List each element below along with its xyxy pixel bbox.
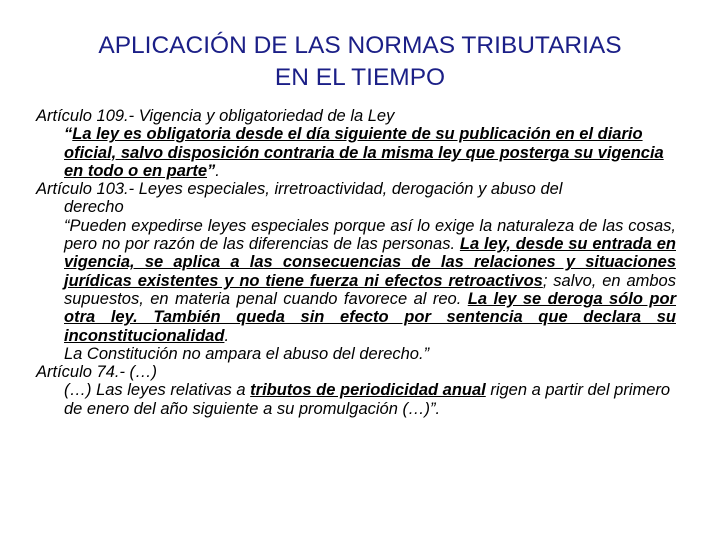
- article-74-text-a: (…) Las leyes relativas a: [64, 381, 251, 400]
- article-109-text: La ley es obligatoria desde el día siguiente de su publicación en el diario oficial, salvo disposición contraria de la misma ley que posterga su vigencia en todo o en parte: [64, 125, 664, 180]
- article-103-text-d: La ley se deroga sólo por otra ley. También queda sin efecto por sentencia que declara su inconstitucionalidad: [64, 289, 676, 345]
- article-74-text-c: rigen a partir del primero de enero del año siguiente a su promulgación (…)”.: [64, 381, 671, 418]
- document-body: [36, 107, 676, 418]
- article-109-quote: [36, 125, 676, 180]
- article-103-heading-cont: derecho: [64, 198, 124, 217]
- article-74-heading: Artículo 74.- (…): [36, 363, 158, 382]
- quote-open-mark: “: [64, 125, 73, 144]
- quote-close-mark: ”: [207, 161, 216, 180]
- article-74-text: [36, 381, 676, 418]
- article-109-heading: Artículo 109.- Vigencia y obligatoriedad de la Ley: [36, 107, 395, 125]
- article-103-text-c: ; salvo, en ambos supuestos, en materia penal cuando favorece al reo.: [64, 271, 676, 308]
- title-line-1: APLICACIÓN DE LAS NORMAS TRIBUTARIAS: [98, 32, 622, 59]
- article-103-paragraph-2: La Constitución no ampara el abuso del derecho.”: [64, 344, 430, 363]
- page-title: [0, 30, 720, 94]
- article-103-text-e: .: [224, 326, 230, 345]
- title-line-2: EN EL TIEMPO: [274, 64, 446, 91]
- article-103-text-a: “Pueden expedirse leyes especiales porque así lo exige la naturaleza de las cosas, pero no por razón de las diferencias de las personas.: [64, 216, 676, 254]
- article-74-text-b: tributos de periodicidad anual: [250, 381, 486, 400]
- article-103-text-b: La ley, desde su entrada en vigencia, se aplica a las consecuencias de las relaciones y situaciones jurídicas existentes y no tiene fuerza ni efectos retroactivos: [64, 235, 676, 290]
- article-109-end: .: [215, 161, 220, 180]
- article-103-paragraph-1: [36, 217, 676, 345]
- article-103-heading: Artículo 103.- Leyes especiales, irretroactividad, derogación y abuso del: [36, 180, 563, 199]
